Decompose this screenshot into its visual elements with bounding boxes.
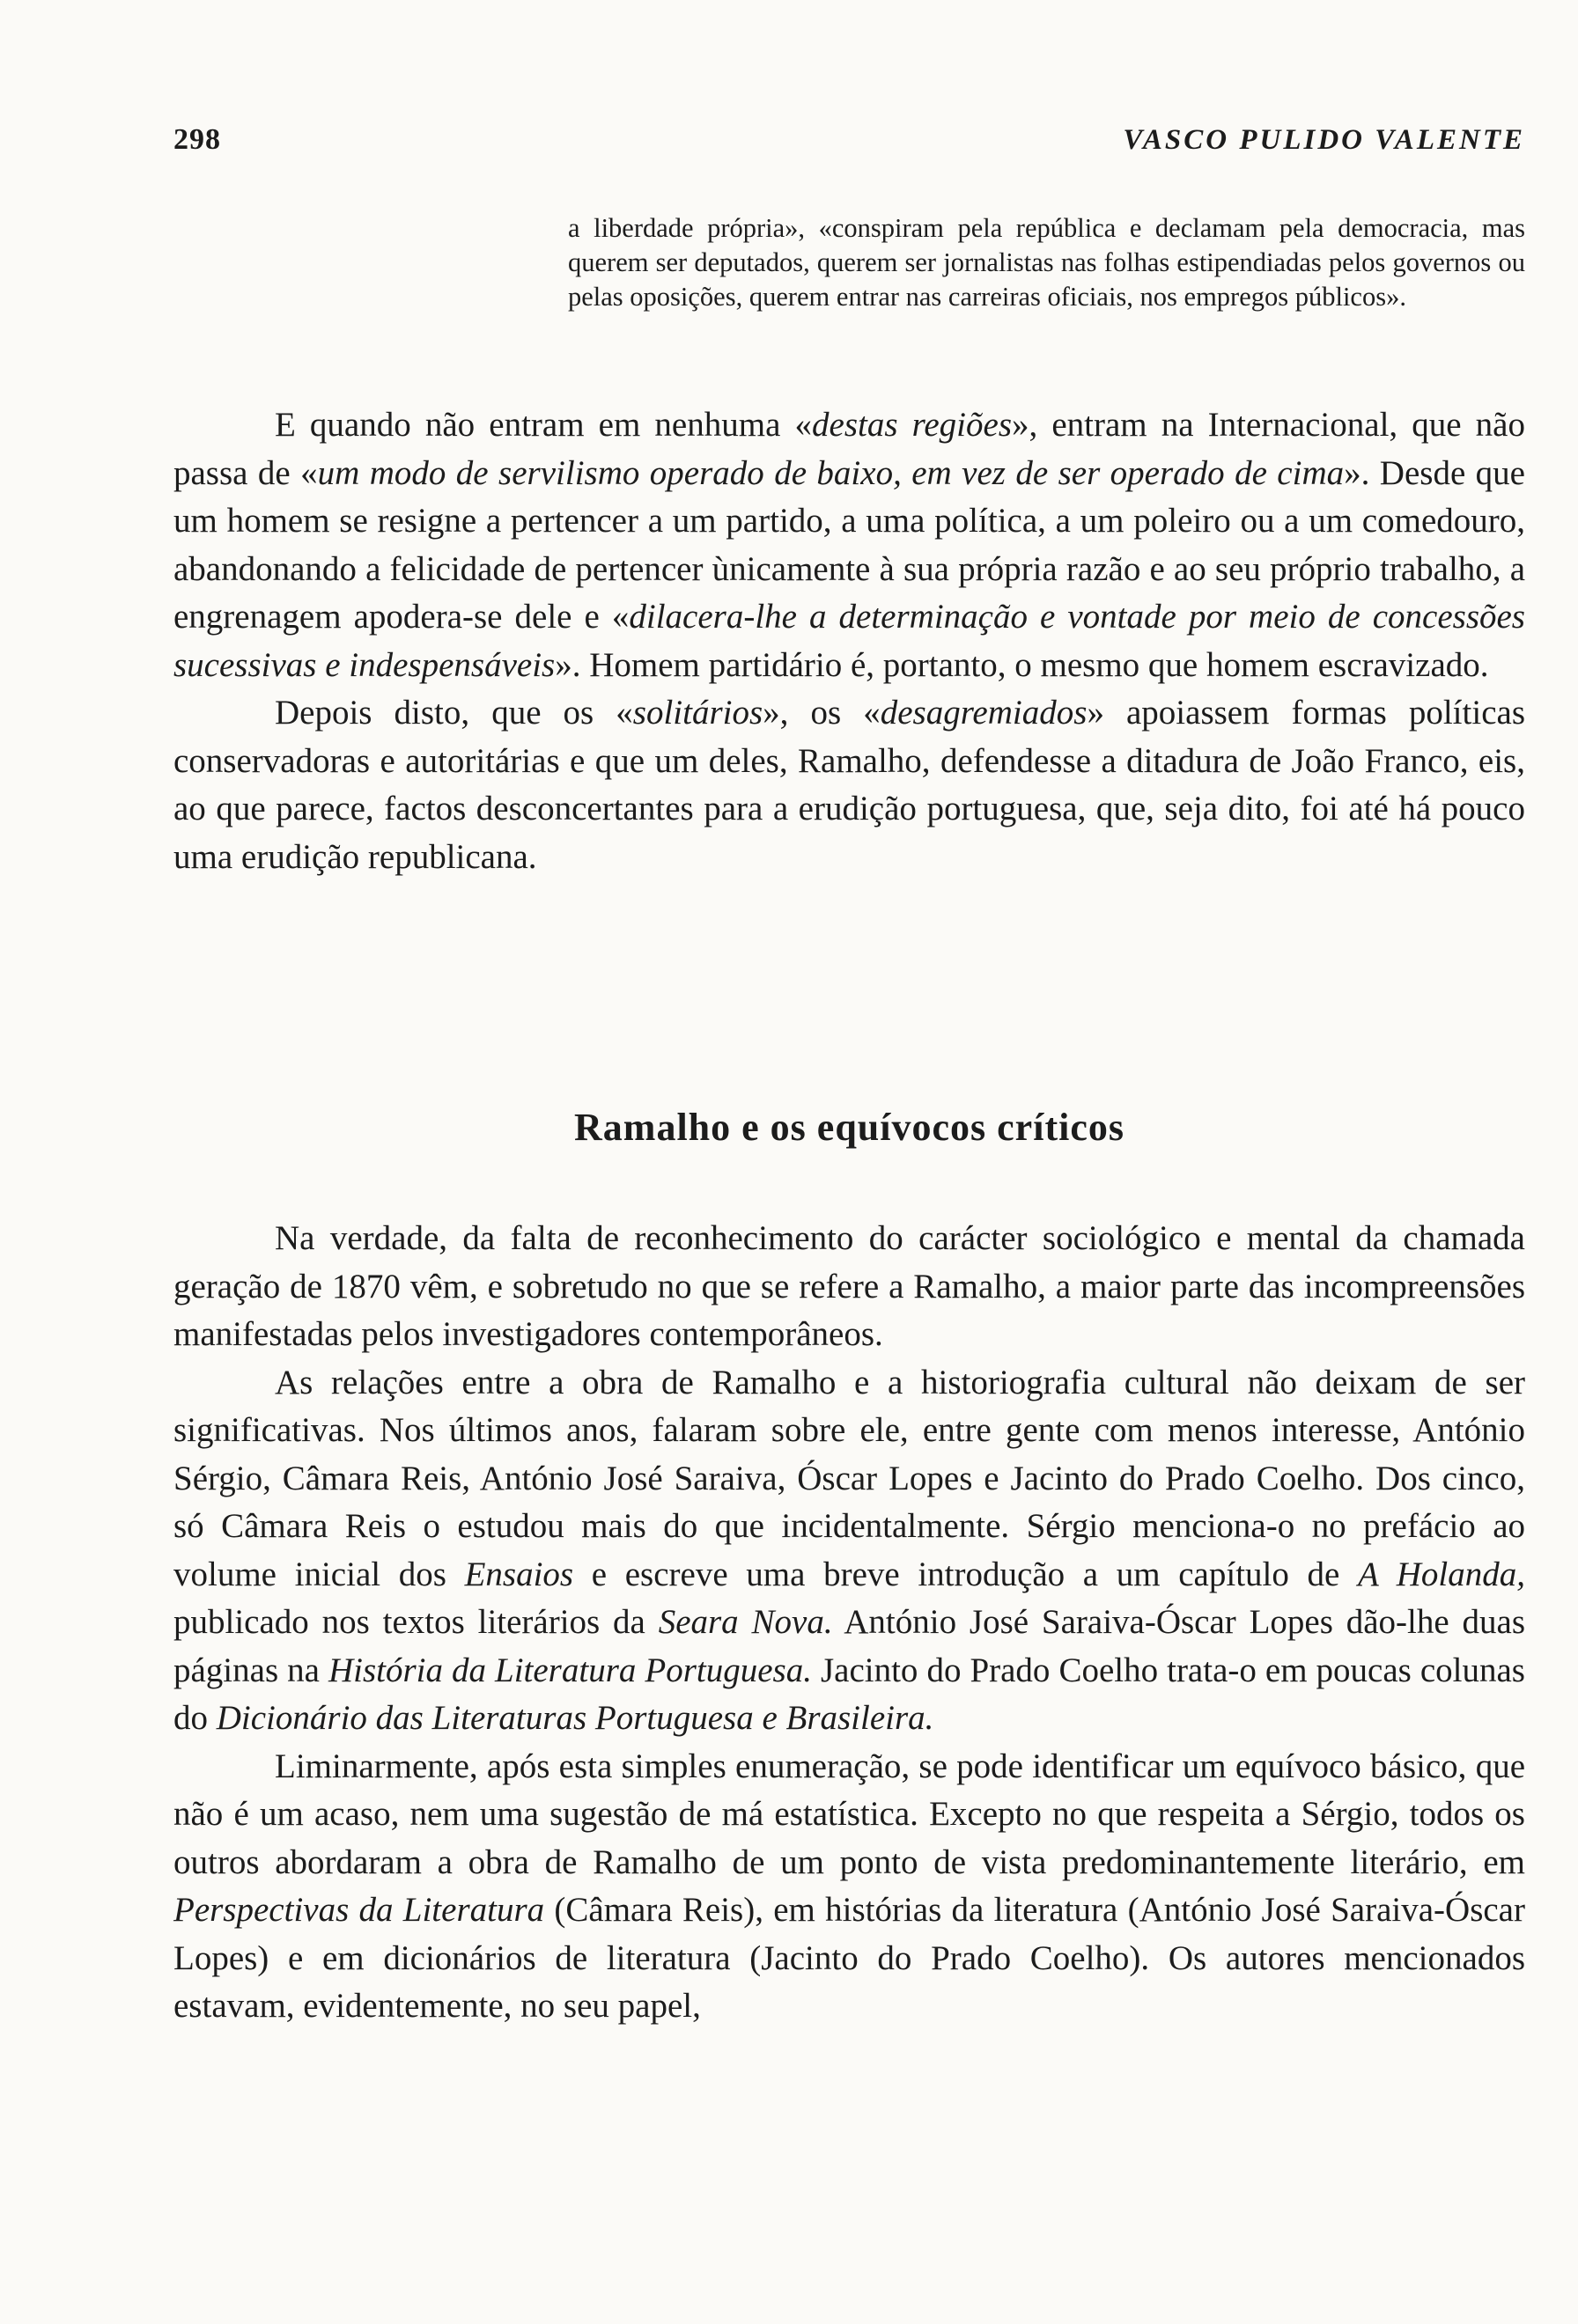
italic-text: solitários <box>632 694 763 732</box>
section-heading: Ramalho e os equívocos críticos <box>574 1106 1125 1149</box>
text-run: E quando não entram em nenhuma « <box>275 406 813 444</box>
italic-text: Dicionário das Literaturas Portuguesa e Brasileira. <box>216 1699 934 1737</box>
block-quote-text: a liberdade própria», «conspiram pela república e declamam pela democracia, mas querem ser deputados, querem ser jornalistas nas folhas estipendiadas pelos governos ou pelas oposições, querem entrar nas carreiras oficiais, nos empregos públicos». <box>568 213 1525 312</box>
page-header <box>173 123 1525 167</box>
text-run: António José Saraiva-Óscar Lopes dão-lhe duas páginas na <box>173 1603 1525 1689</box>
paragraph <box>173 689 1525 881</box>
paragraph <box>173 1215 1525 1359</box>
italic-text: destas regiões <box>812 406 1012 444</box>
text-run: ». Homem partidário é, portanto, o mesmo que homem escravizado. <box>555 645 1489 684</box>
text-run: Depois disto, que os « <box>275 694 633 732</box>
text-run: Liminarmente, após esta simples enumeração, se pode identificar um equívoco básico, que não é um acaso, nem uma sugestão de má estatística. Excepto no que respeita a Sérgio, todos os outros abordaram a obra de Ramalho de um ponto de vista predominantemente literário, em <box>173 1747 1525 1881</box>
italic-text: Perspectivas da Literatura <box>173 1891 545 1929</box>
text-run: (Câmara Reis), em histórias da literatura (António José Saraiva-Óscar Lopes) e em dicionários de literatura (Jacinto do Prado Coelho). Os autores mencionados estavam, evidentemente, no seu papel, <box>173 1891 1525 2025</box>
italic-text: História da Literatura Portuguesa. <box>328 1651 812 1689</box>
italic-text: um modo de servilismo operado de baixo, em vez de ser operado de cima <box>317 453 1345 492</box>
page-number: 298 <box>173 123 221 156</box>
block-quote <box>568 211 1525 314</box>
text-run: » apoiassem formas políticas conservadoras e autoritárias e que um deles, Ramalho, defendesse a ditadura de João Franco, eis, ao que parece, factos desconcertantes para a erudição portuguesa, que, seja dito, foi até há pouco uma erudição republicana. <box>173 694 1525 876</box>
text-run: publicado nos textos literários da <box>173 1603 659 1641</box>
text-run: Jacinto do Prado Coelho trata-o em poucas colunas do <box>173 1651 1525 1737</box>
text-run: e escreve uma breve introdução a um capítulo de <box>573 1555 1358 1593</box>
text-run: ». Desde que um homem se resigne a pertencer a um partido, a uma política, a um poleiro ou a um comedouro, abandonando a felicidade de pertencer ùnicamente à sua própria razão e ao seu próprio trabalho, a engrenagem apodera-se dele e « <box>173 453 1525 636</box>
italic-text: Seara Nova. <box>658 1603 833 1641</box>
text-run: », os « <box>763 694 881 732</box>
text-run: Na verdade, da falta de reconhecimento do carácter sociológico e mental da chamada geração de 1870 vêm, e sobretudo no que se refere a Ramalho, a maior parte das incompreensões manifestadas pelos investigadores contemporâneos. <box>173 1219 1525 1353</box>
italic-text: A Holanda, <box>1357 1555 1526 1593</box>
section-2-body <box>173 1215 1525 2031</box>
section-1-body <box>173 401 1525 881</box>
text-run: », entram na Internacional, que não passa de « <box>173 406 1525 492</box>
italic-text: desagremiados <box>880 694 1088 732</box>
paragraph <box>173 1359 1525 1743</box>
running-head: VASCO PULIDO VALENTE <box>1123 124 1525 156</box>
text-run: As relações entre a obra de Ramalho e a historiografia cultural não deixam de ser significativas. Nos últimos anos, falaram sobre ele, entre gente com menos interesse, António Sérgio, Câmara Reis, António José Saraiva, Óscar Lopes e Jacinto do Prado Coelho. Dos cinco, só Câmara Reis o estudou mais do que incidentalmente. Sérgio menciona-o no prefácio ao volume inicial dos <box>173 1363 1525 1593</box>
paragraph <box>173 401 1525 689</box>
italic-text: dilacera-lhe a determinação e vontade por meio de concessões sucessivas e indespensáveis <box>173 598 1525 684</box>
paragraph <box>173 1743 1525 2031</box>
italic-text: Ensaios <box>464 1555 574 1593</box>
